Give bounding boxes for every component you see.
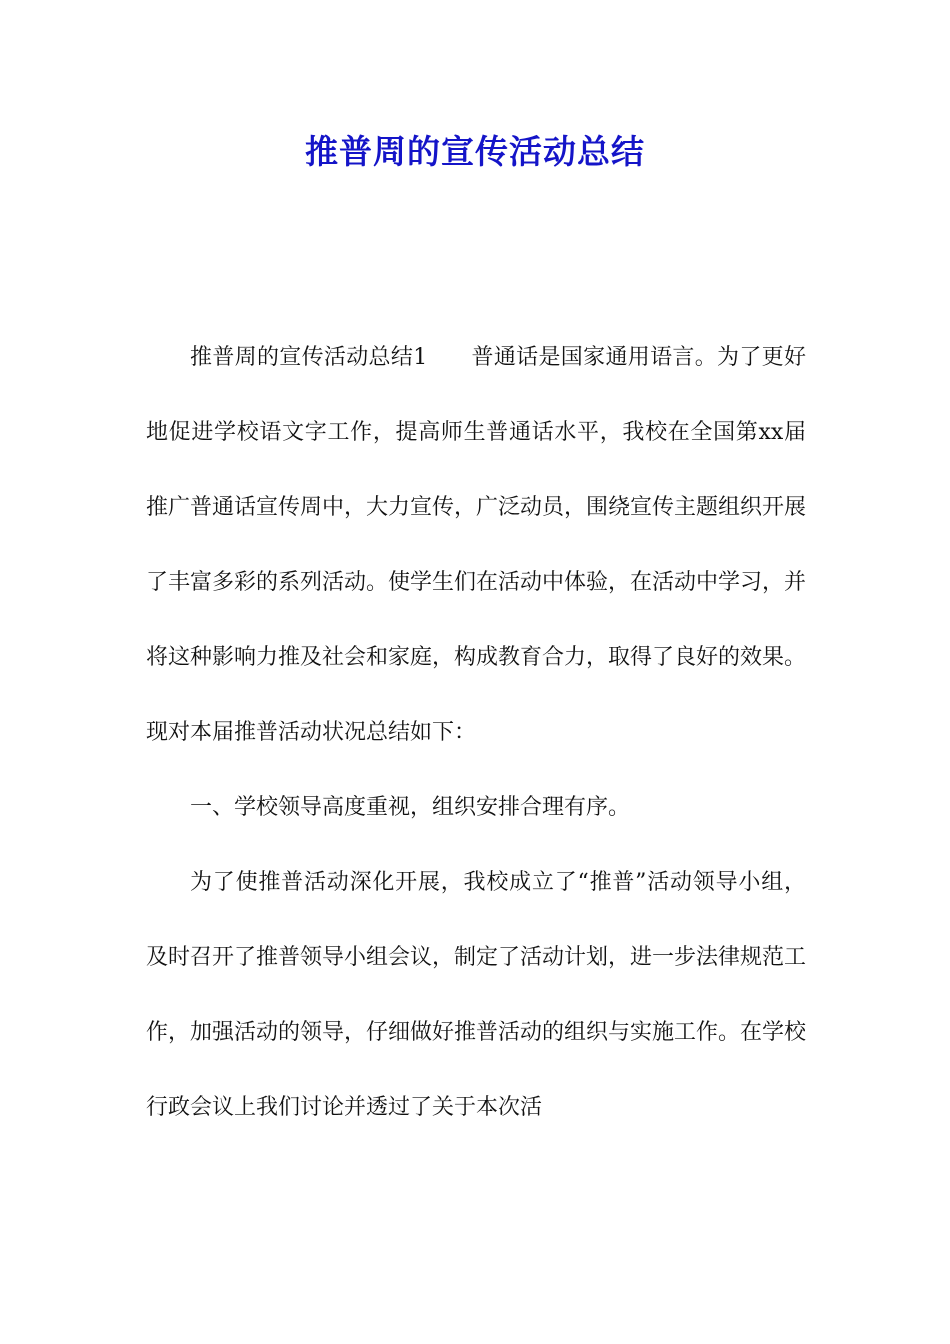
paragraph-1-text: 普通话是国家通用语言。为了更好地促进学校语文字工作，提高师生普通话水平，我校在全国第xx届推广普通话宣传周中，大力宣传，广泛动员，围绕宣传主题组织开展了丰富多彩的系列活动。使学生们在活动中体验，在活动中学习，并将这种影响力推及社会和家庭，构成教育合力，取得了良好的效果。现对本届推普活动状况总结如下： (146, 345, 807, 745)
paragraph-3: 为了使推普活动深化开展，我校成立了“推普”活动领导小组，及时召开了推普领导小组会议，制定了活动计划，进一步法律规范工作，加强活动的领导，仔细做好推普活动的组织与实施工作。在学校行政会议上我们讨论并透过了关于本次活 (146, 870, 807, 1120)
paragraph-1 (146, 320, 806, 770)
document-title: 推普周的宣传活动总结 (305, 132, 645, 171)
paragraph-2: 一、学校领导高度重视，组织安排合理有序。 (190, 795, 631, 820)
document-body (146, 320, 806, 1145)
paragraph-1-lead: 推普周的宣传活动总结1 (190, 345, 428, 370)
